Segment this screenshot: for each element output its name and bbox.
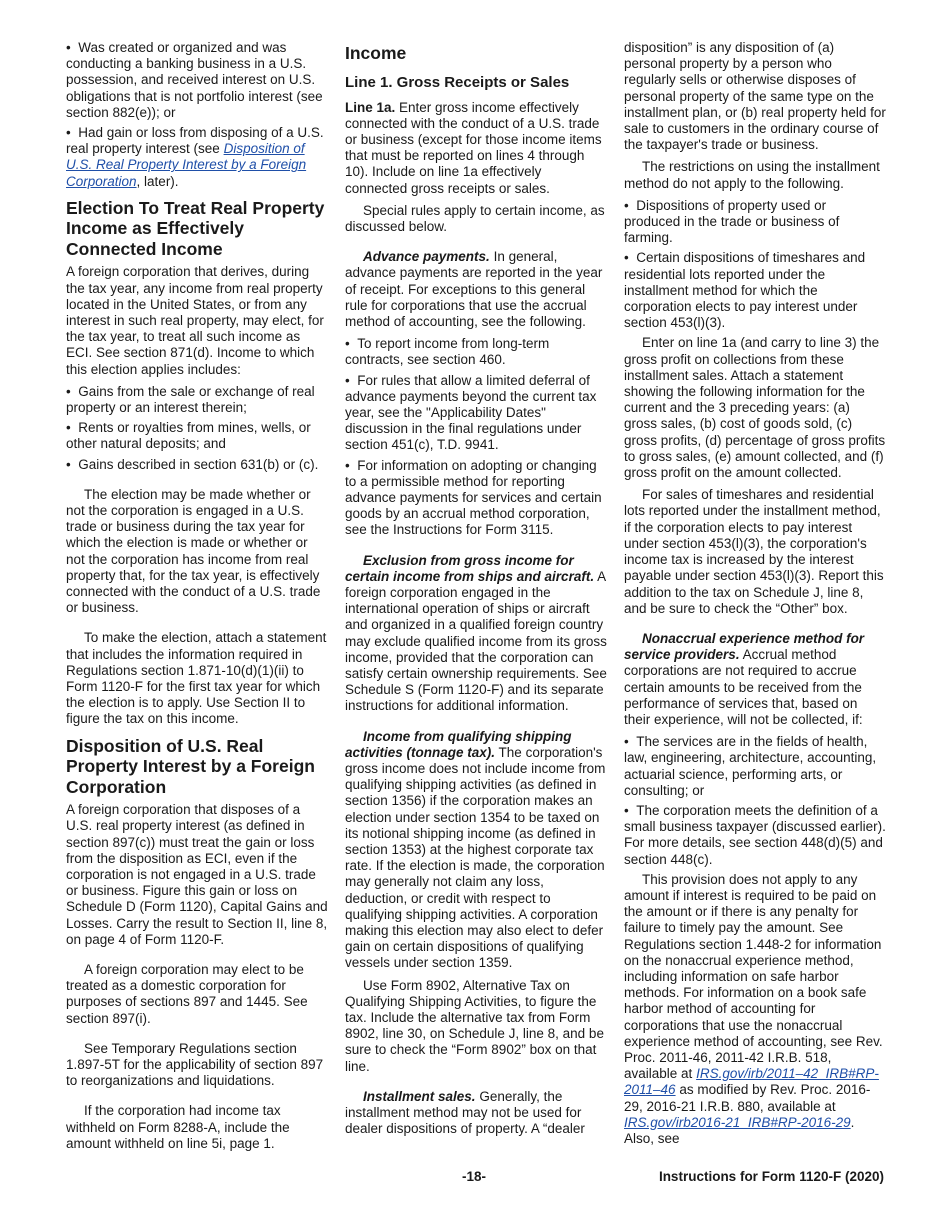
bullet-timeshares: • Certain dispositions of timeshares and residential lots reported under the installment method for which the corporation elects to pay interest under section 453(l)(3). [624,250,886,331]
bullet-banking: • Was created or organized and was conducting a banking business in a U.S. possession, and received interest on U.S. obligations that is not portfolio interest (see section 882(e)); or [66,40,328,121]
link-rev-proc-2016-29[interactable]: IRS.gov/irb2016-21_IRB#RP-2016-29 [624,1114,851,1130]
paragraph-timeshare-sales: For sales of timeshares and residential lots reported under the installment method, if the corporation elects to pay interest under section 453(l)(3), the corporation's income tax is increased by the interest payable under section 453(l)(3). Report this addition to the tax on Schedule J, line 8, and be sure to check the “Other” box. [624,487,884,616]
bullet-small-business: • The corporation meets the definition of a small business taxpayer (discussed earlier). For more details, see section 448(d)(5) and section 448(c). [624,803,886,868]
bullet-gains-sale: • Gains from the sale or exchange of real property or an interest therein; [66,384,328,416]
bullet-farming: • Dispositions of property used or produced in the trade or business of farming. [624,198,886,247]
paragraph-tonnage-tax: Income from qualifying shipping activities (tonnage tax). The corporation's gross income does not include income from qualifying shipping activities (as defined in section 1356) if the corporation makes an election under section 1354 to be taxed on its notional shipping income (as defined in section 1353) at the highest corporate tax rate. If the election is made, the corporation may generally not claim any loss, deduction, or credit with respect to qualifying shipping activities. A corporation making this election may also elect to defer gain on certain dispositions of qualifying vessels under section 1359. [345,728,606,971]
bullet-real-property-gain: • Had gain or loss from disposing of a U.S. real property interest (see Disposition of U.S. Real Property Interest by a Foreign Corporation, later). [66,125,328,190]
paragraph-disposition-1: A foreign corporation that disposes of a U.S. real property interest (as defined in section 897(c)) must treat the gain or loss from the disposition as ECI, even if the corporation is not engaged in a U.S. trade or business. Figure this gain or loss on Schedule D (Form 1120), Capital Gains and Losses. Carry the result to Section II, line 8, on page 4 of Form 1120-F. [66,802,328,947]
bullet-rents-royalties: • Rents or royalties from mines, wells, or other natural deposits; and [66,420,328,452]
link-rev-proc-2011-46[interactable]: IRS.gov/irb/2011–42_IRB#RP-2011–46 [624,1066,879,1098]
column-1 [66,40,328,1158]
paragraph-special-rules: Special rules apply to certain income, as discussed below. [345,202,605,234]
bullet-limited-deferral: • For rules that allow a limited deferral of advance payments beyond the current tax year, see the "Applicability Dates" discussion in the final regulations under section 451(c), T.D. 9941. [345,373,607,454]
paragraph-restrictions: The restrictions on using the installment method do not apply to the following. [624,159,880,191]
link-disposition-section[interactable]: Disposition of U.S. Real Property Interest by a Foreign Corporation [66,141,307,189]
footer-form-title: Instructions for Form 1120-F (2020) [658,1169,884,1184]
column-2 [345,40,607,1143]
bullet-permissible-method: • For information on adopting or changing to a permissible method for reporting advance payments for services and certain goods by an accrual method corporation, see the Instructions for Form 3115. [345,458,607,539]
paragraph-nonaccrual: Nonaccrual experience method for service providers. Accrual method corporations are not required to accrue certain amounts to be received from the performance of services that, based on their experience, will not be collected, if: [624,630,865,727]
paragraph-disposition-2: A foreign corporation may elect to be treated as a domestic corporation for purposes of sections 897 and 1445. See section 897(i). [66,961,308,1026]
paragraph-form-8902: Use Form 8902, Alternative Tax on Qualifying Shipping Activities, to figure the tax. Include the alternative tax from Form 8902, line 30, on Schedule J, line 8, and be sure to check the “Form 8902” box on that line. [345,977,604,1074]
page-number: -18- [462,1169,487,1184]
column-3 [624,40,886,1153]
bullet-service-fields: • The services are in the fields of health, law, engineering, architecture, accounting, actuarial science, performing arts, or consulting; or [624,734,886,799]
paragraph-dealer-disposition: disposition” is any disposition of (a) personal property by a person who regularly sells or otherwise disposes of personal property of the same type on the installment plan, or (b) real property held for sale to customers in the ordinary course of the taxpayer's trade or business. [624,40,886,153]
heading-income: Income [345,43,407,63]
paragraph-ships-aircraft: Exclusion from gross income for certain income from ships and aircraft. A foreign corporation engaged in the international operation of ships or aircraft and organized in a qualified foreign country may exclude qualified income from its gross income, provided that the corporation can satisfy certain ownership requirements. See Schedule S (Form 1120-F) and its separate instructions for additional information. [345,552,607,714]
bullet-gains-631b: • Gains described in section 631(b) or (c). [66,457,328,473]
paragraph-installment-sales: Installment sales. Generally, the installment method may not be used for dealer dispositions of property. A “dealer [345,1088,585,1137]
paragraph-enter-line-1a: Enter on line 1a (and carry to line 3) the gross profit on collections from these installment sales. Attach a statement showing the following information for the current and the 3 preceding years: (a) gross sales, (b) cost of goods sold, (c) gross profits, (d) percentage of gross profits to gross sales, (e) amount collected, and (f) gross profit on the amount collected. [624,335,886,481]
paragraph-advance-payments: Advance payments. In general, advance payments are reported in the year of receipt. For exceptions to this general rule for corporations that use the accrual method of accounting, see the following. [345,249,603,329]
paragraph-line-1a: Line 1a. Enter gross income effectively connected with the conduct of a U.S. trade or business (except for those income items that must be reported on lines 4 through 10). Include on line 1a effectively connected gross receipts or sales. [345,99,602,196]
paragraph-disposition-3: See Temporary Regulations section 1.897-5T for the applicability of section 897 to reorganizations and liquidations. [66,1040,324,1089]
bullet-long-term-contracts: • To report income from long-term contracts, see section 460. [345,336,607,368]
paragraph-election: A foreign corporation that derives, during the tax year, any income from real property located in the United States, or from any interest in such real property, may elect, for the tax year, to treat all such income as ECI. See section 871(d). Income to which this election applies includes: [66,264,324,377]
paragraph-provision: This provision does not apply to any amount if interest is required to be paid on the amount or if there is any penalty for failure to timely pay the amount. See Regulations section 1.448-2 for information on the nonaccrual experience method, including information on safe harbor methods. For information on a book safe harbor method of accounting for corporations that use the nonaccrual experience method of accounting, see Rev. Proc. 2011-46, 2011-42 I.R.B. 518, available at IRS.gov/irb/2011–42_IRB#RP-2011–46 as modified by Rev. Proc. 2016-29, 2016-21 I.R.B. 880, available at IRS.gov/irb2016-21_IRB#RP-2016-29. Also, see [624,871,883,1146]
heading-election: Election To Treat Real Property Income as Effectively Connected Income [66,197,325,259]
paragraph-make-election: To make the election, attach a statement that includes the information required in Regulations section 1.871-10(d)(1)(ii) to Form 1120-F for the first tax year for which the election is to apply. Use Section II to figure the tax on this income. [66,630,327,727]
heading-line-1: Line 1. Gross Receipts or Sales [345,73,570,91]
paragraph-disposition-4: If the corporation had income tax withheld on Form 8288-A, include the amount withheld on line 5i, page 1. [66,1103,290,1151]
paragraph-election-whether: The election may be made whether or not the corporation is engaged in a U.S. trade or business during the tax year for which the election is made or whether or not the corporation has income from real property that, for the tax year, is effectively connected with the conduct of a U.S. trade or business. [66,486,321,616]
heading-disposition: Disposition of U.S. Real Property Interest by a Foreign Corporation [66,735,315,797]
